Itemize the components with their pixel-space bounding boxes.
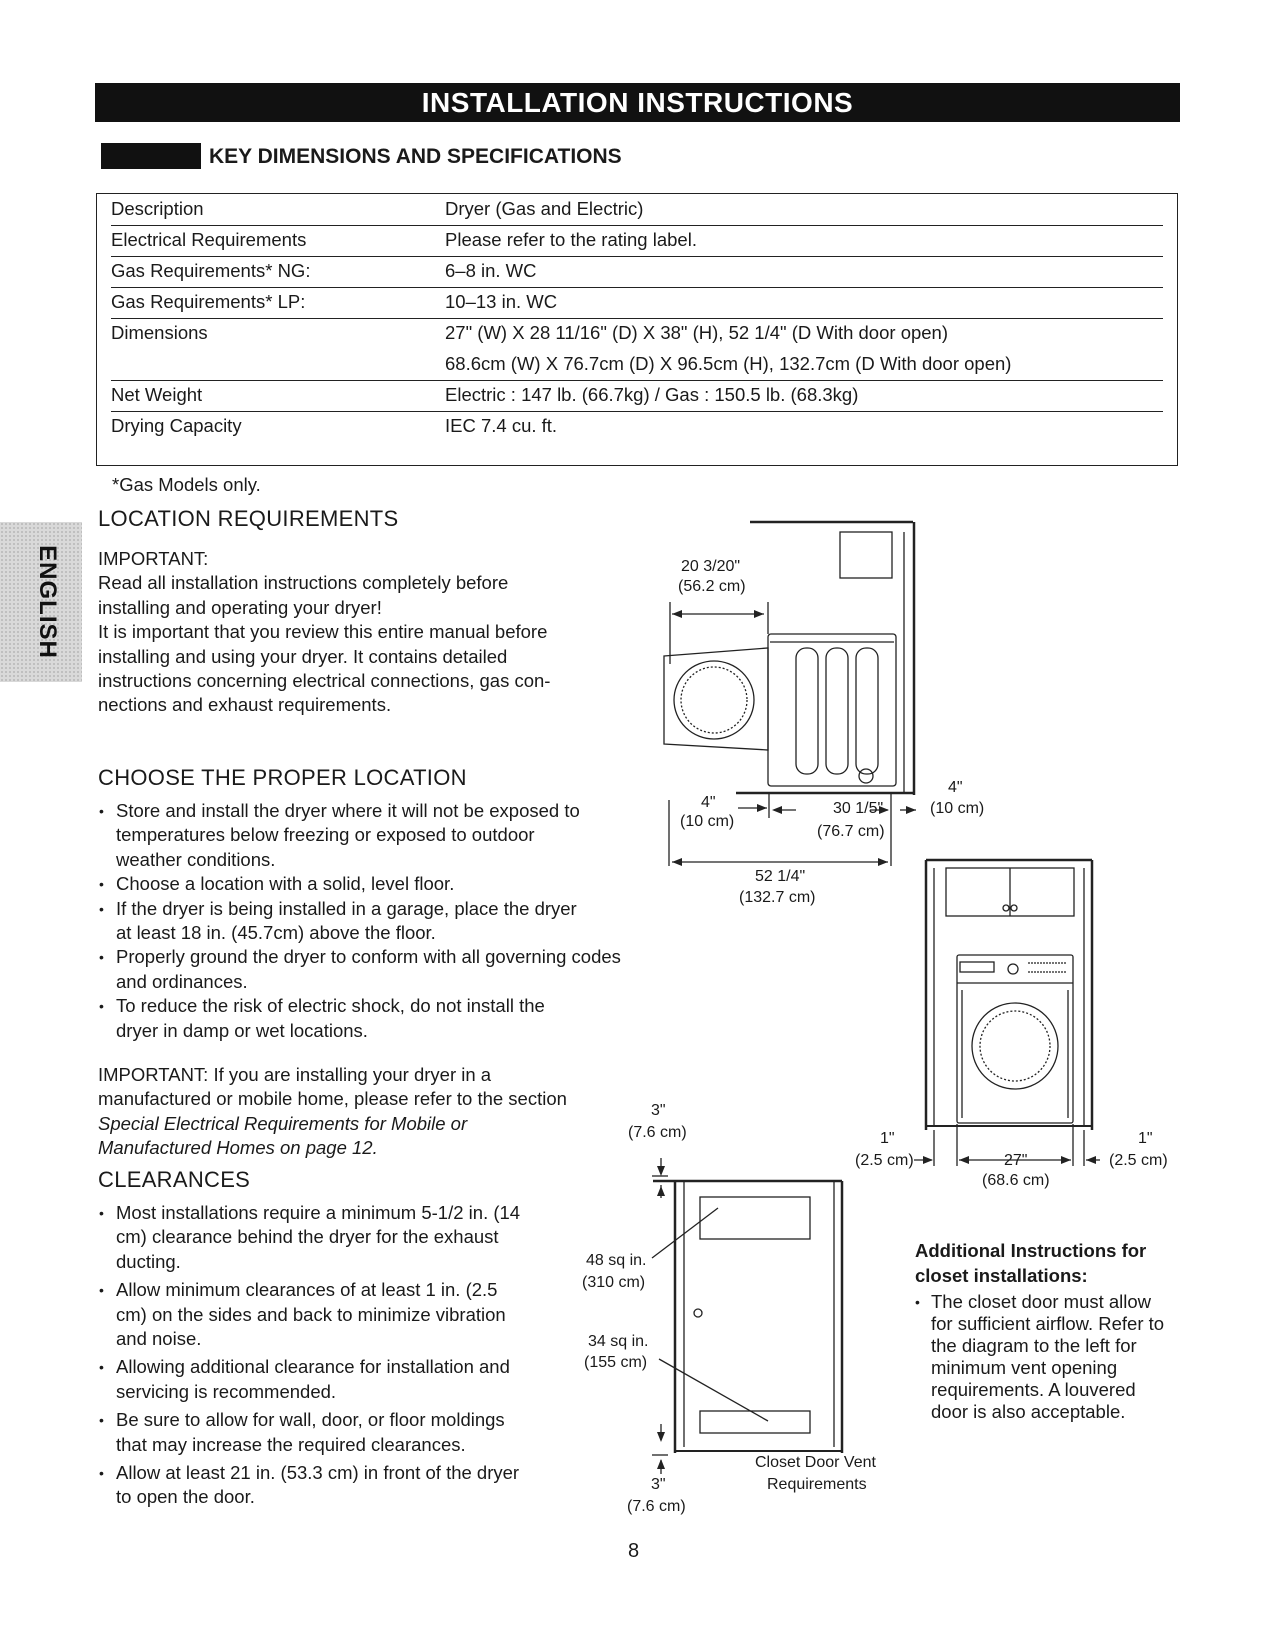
mobile-home-reference: Special Electrical Requirements for Mobile or Manufactured Homes on page 12.: [98, 1112, 468, 1159]
closet-door-diagram: [652, 1158, 842, 1474]
door-depth-cm-label: (56.2 cm): [678, 578, 746, 595]
top-gap-cm-label: (7.6 cm): [628, 1124, 687, 1141]
section-title: KEY DIMENSIONS AND SPECIFICATIONS: [209, 145, 622, 168]
choose-heading: CHOOSE THE PROPER LOCATION: [98, 765, 467, 790]
additional-title: Additional Instructions for closet installations:: [915, 1240, 1147, 1286]
back-gap-label: 4": [948, 779, 963, 796]
spec-row: Dimensions 27" (W) X 28 11/16" (D) X 38" (H), 52 1/4" (D With door open): [111, 322, 949, 343]
body-depth-label: 30 1/5": [833, 800, 884, 817]
page-number: 8: [628, 1540, 640, 1562]
right-gap-label: 1": [1138, 1130, 1153, 1147]
spec-row: Gas Requirements* LP: 10–13 in. WC: [111, 287, 1163, 319]
spec-row: Drying Capacity IEC 7.4 cu. ft.: [111, 415, 558, 436]
top-vent-cm-label: (310 cm): [582, 1274, 646, 1291]
list-item: • Allowing additional clearance for installation and servicing is recommended.: [98, 1355, 528, 1404]
total-depth-cm-label: (132.7 cm): [739, 889, 816, 906]
spec-row: Net Weight Electric : 147 lb. (66.7kg) / Gas : 150.5 lb. (68.3kg): [111, 380, 1163, 412]
list-item: • Store and install the dryer where it will not be exposed to temperatures below freezing or exposed to outdoor weather conditions.: [98, 799, 588, 872]
front-gap-label: 4": [701, 794, 716, 811]
spec-row: 68.6cm (W) X 76.7cm (D) X 96.5cm (H), 132.7cm (D With door open): [111, 349, 1163, 381]
top-vent-label: 48 sq in.: [586, 1252, 647, 1269]
back-gap-cm-label: (10 cm): [930, 800, 985, 817]
list-item: • Allow minimum clearances of at least 1 in. (2.5 cm) on the sides and back to minimize vibration and noise.: [98, 1278, 528, 1351]
door-depth-label: 20 3/20": [681, 558, 741, 575]
closet-caption-line1: Closet Door Vent: [755, 1454, 876, 1471]
list-item: • Properly ground the dryer to conform with all governing codes and ordinances.: [98, 945, 636, 994]
list-item: • Choose a location with a solid, level floor.: [98, 872, 588, 896]
left-gap-label: 1": [880, 1130, 895, 1147]
top-gap-label: 3": [651, 1102, 666, 1119]
bottom-gap-cm-label: (7.6 cm): [627, 1498, 686, 1515]
location-heading: LOCATION REQUIREMENTS: [98, 506, 399, 531]
additional-text: • The closet door must allow for sufficient airflow. Refer to the diagram to the left for minimum vent opening requirements. A louvered door is also acceptable.: [915, 1291, 1165, 1422]
closet-door-arrows: [657, 1166, 665, 1469]
bottom-gap-label: 3": [651, 1476, 666, 1493]
list-item: • Most installations require a minimum 5-1/2 in. (14 cm) clearance behind the dryer for the exhaust ducting.: [98, 1201, 528, 1274]
total-depth-label: 52 1/4": [755, 868, 806, 885]
left-gap-cm-label: (2.5 cm): [855, 1152, 914, 1169]
clearances-heading: CLEARANCES: [98, 1167, 251, 1192]
width-cm-label: (68.6 cm): [982, 1172, 1050, 1189]
body-depth-cm-label: (76.7 cm): [817, 823, 885, 840]
mobile-home-note: IMPORTANT: If you are installing your dryer in a manufactured or mobile home, please refer to the section Special Electrical Requirements for Mobile or Manufactured Homes on page 12.: [98, 1064, 567, 1159]
list-item: • To reduce the risk of electric shock, do not install the dryer in damp or wet locations.: [98, 994, 588, 1043]
location-text: IMPORTANT: Read all installation instructions completely before installing and operating your dryer! It is important that you review this entire manual before installing and using your dryer. It contains detailed instructions concerning electrical connections, gas con- nections and exhaust requirements.: [98, 548, 551, 716]
list-item: • Be sure to allow for wall, door, or floor moldings that may increase the required clearances.: [98, 1408, 528, 1457]
front-view-diagram: [914, 860, 1100, 1166]
spec-row: Gas Requirements* NG: 6–8 in. WC: [111, 256, 1163, 288]
front-gap-cm-label: (10 cm): [680, 813, 735, 830]
right-gap-cm-label: (2.5 cm): [1109, 1152, 1168, 1169]
footnote: *Gas Models only.: [112, 474, 261, 495]
bottom-vent-label: 34 sq in.: [588, 1333, 649, 1350]
spec-row: Description Dryer (Gas and Electric): [111, 194, 1163, 226]
language-tab-label: ENGLISH: [34, 545, 61, 659]
bottom-vent-cm-label: (155 cm): [584, 1354, 648, 1371]
page-banner: INSTALLATION INSTRUCTIONS: [95, 83, 1180, 122]
width-label: 27": [1004, 1152, 1028, 1169]
list-item: • If the dryer is being installed in a garage, place the dryer at least 18 in. (45.7cm) above the floor.: [98, 897, 588, 946]
closet-caption-line2: Requirements: [767, 1476, 867, 1493]
spec-row: Electrical Requirements Please refer to the rating label.: [111, 225, 1163, 257]
list-item: • Allow at least 21 in. (53.3 cm) in front of the dryer to open the door.: [98, 1461, 528, 1510]
